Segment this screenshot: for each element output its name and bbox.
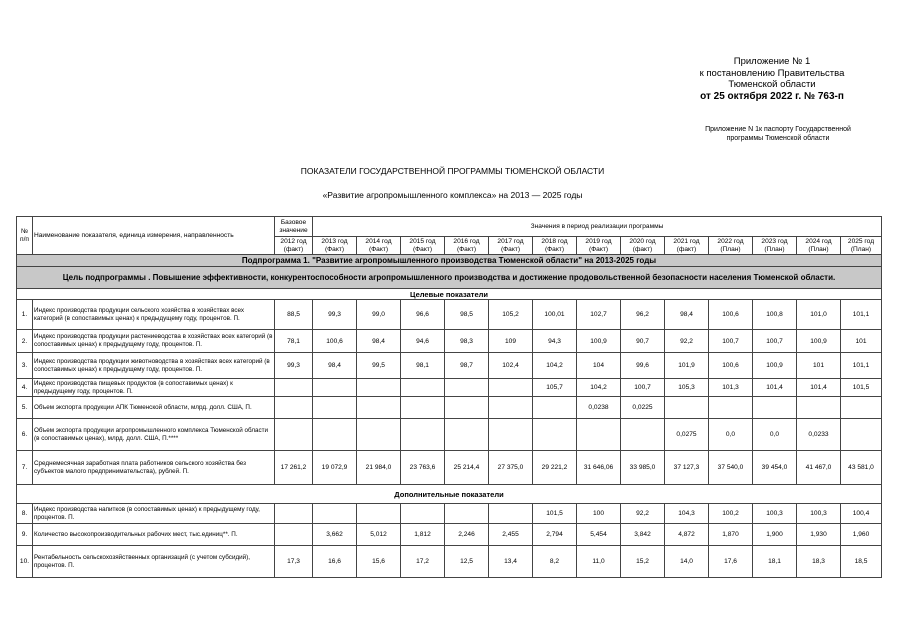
indicator-value: 43 581,0 — [841, 451, 882, 485]
indicator-value: 100 — [577, 504, 621, 524]
indicator-value: 39 454,0 — [753, 451, 797, 485]
indicator-value: 104,2 — [533, 353, 577, 379]
indicator-value: 105,3 — [665, 379, 709, 397]
indicator-value — [357, 379, 401, 397]
indicator-value: 1,870 — [709, 524, 753, 546]
indicator-value — [357, 504, 401, 524]
indicator-name: Объем экспорта продукции агропромышленного комплекса Тюменской области (в сопоставимых ценах), млрд. долл. США, П.**** — [33, 419, 275, 451]
header-year: 2020 год (факт) — [621, 237, 665, 255]
indicator-value: 94,3 — [533, 330, 577, 353]
indicator-value: 105,2 — [489, 300, 533, 330]
indicator-value: 23 763,6 — [401, 451, 445, 485]
header-year: 2017 год (Факт) — [489, 237, 533, 255]
indicator-value: 101 — [841, 330, 882, 353]
indicator-value: 104,2 — [577, 379, 621, 397]
indicator-value — [401, 419, 445, 451]
indicator-value — [753, 397, 797, 419]
section-target-row-text: Целевые показатели — [17, 289, 882, 300]
indicator-value: 27 375,0 — [489, 451, 533, 485]
row-number: 8. — [17, 504, 33, 524]
header-name: Наименование показателя, единица измерения, направленность — [33, 217, 275, 255]
indicator-value: 101,5 — [533, 504, 577, 524]
indicator-value: 2,794 — [533, 524, 577, 546]
indicator-value: 1,812 — [401, 524, 445, 546]
indicator-value: 0,0225 — [621, 397, 665, 419]
indicator-value: 104 — [577, 353, 621, 379]
indicator-value — [401, 397, 445, 419]
appendix-line-1: Приложение № 1 — [733, 56, 811, 67]
header-year: 2025 год (План) — [841, 237, 882, 255]
indicator-value: 41 467,0 — [797, 451, 841, 485]
subprogram-row-text: Подпрограмма 1. "Развитие агропромышленного производства Тюменской области" на 2013-2025 годы — [17, 255, 882, 267]
indicator-name: Рентабельность сельскохозяйственных организаций (с учетом субсидий), процентов. П. — [33, 546, 275, 578]
indicator-value: 99,0 — [357, 300, 401, 330]
table-row — [17, 546, 882, 578]
row-number: 5. — [17, 397, 33, 419]
indicator-value: 99,3 — [313, 300, 357, 330]
indicator-value: 99,5 — [357, 353, 401, 379]
indicator-value: 100,8 — [753, 300, 797, 330]
indicator-value: 29 221,2 — [533, 451, 577, 485]
indicator-value: 101,9 — [665, 353, 709, 379]
header-year: 2019 год (Факт) — [577, 237, 621, 255]
table-row — [17, 379, 882, 397]
indicator-value: 100,01 — [533, 300, 577, 330]
indicator-value: 15,2 — [621, 546, 665, 578]
indicator-value — [489, 419, 533, 451]
indicator-value: 98,4 — [665, 300, 709, 330]
indicator-value: 101,5 — [841, 379, 882, 397]
indicator-value: 100,6 — [313, 330, 357, 353]
indicator-value: 25 214,4 — [445, 451, 489, 485]
indicator-name: Индекс производства продукции сельского хозяйства в хозяйствах всех категорий (в сопоставимых ценах) к предыдущему году, процентов. П. — [33, 300, 275, 330]
indicator-value — [665, 397, 709, 419]
indicator-value: 101,1 — [841, 300, 882, 330]
row-number: 2. — [17, 330, 33, 353]
indicator-value: 3,662 — [313, 524, 357, 546]
indicator-value: 96,2 — [621, 300, 665, 330]
indicator-value: 3,842 — [621, 524, 665, 546]
subprogram-row — [17, 255, 882, 267]
goal-row — [17, 267, 882, 289]
row-number: 3. — [17, 353, 33, 379]
indicator-value — [533, 419, 577, 451]
table-row — [17, 419, 882, 451]
row-number: 10. — [17, 546, 33, 578]
indicator-name: Индекс производства напитков (в сопоставимых ценах) к предыдущему году, процентов. П. — [33, 504, 275, 524]
indicator-value: 0,0238 — [577, 397, 621, 419]
indicator-value: 100,7 — [621, 379, 665, 397]
goal-row-text: Цель подпрограммы . Повышение эффективности, конкурентоспособности агропромышленного производства и достижение продовольственной безопасности населения Тюменской области. — [17, 267, 882, 289]
indicator-value: 100,9 — [797, 330, 841, 353]
indicator-value: 100,7 — [753, 330, 797, 353]
indicator-value: 14,0 — [665, 546, 709, 578]
indicator-value: 33 985,0 — [621, 451, 665, 485]
indicator-value — [313, 419, 357, 451]
header-year: 2024 год (План) — [797, 237, 841, 255]
indicator-value — [533, 397, 577, 419]
indicator-value — [275, 419, 313, 451]
indicator-value: 1,960 — [841, 524, 882, 546]
indicator-value: 0,0 — [709, 419, 753, 451]
indicator-value: 18,3 — [797, 546, 841, 578]
indicator-name: Среднемесячная заработная плата работников сельского хозяйства без субъектов малого предпринимательства), рублей. П. — [33, 451, 275, 485]
indicator-value: 100,6 — [709, 353, 753, 379]
header-year: 2012 год (факт) — [275, 237, 313, 255]
indicator-value: 18,1 — [753, 546, 797, 578]
indicator-value: 0,0275 — [665, 419, 709, 451]
indicator-value: 94,6 — [401, 330, 445, 353]
indicator-value: 21 984,0 — [357, 451, 401, 485]
header-base: Базовое значение — [275, 217, 313, 237]
indicator-value: 99,3 — [275, 353, 313, 379]
section-additional-row — [17, 485, 882, 504]
appendix-passport-line-1: Приложение N 1к паспорту Государственной — [705, 126, 851, 133]
indicator-value: 101,0 — [797, 300, 841, 330]
indicator-value — [621, 419, 665, 451]
header-year: 2016 год (Факт) — [445, 237, 489, 255]
header-year: 2015 год (Факт) — [401, 237, 445, 255]
header-no: № п/п — [17, 217, 33, 255]
header-year: 2013 год (Факт) — [313, 237, 357, 255]
row-number: 6. — [17, 419, 33, 451]
indicator-value: 98,5 — [445, 300, 489, 330]
section-target-row — [17, 289, 882, 300]
indicator-value — [401, 504, 445, 524]
indicator-value: 100,6 — [709, 300, 753, 330]
indicator-value: 18,5 — [841, 546, 882, 578]
indicator-value: 17 261,2 — [275, 451, 313, 485]
indicator-value: 102,7 — [577, 300, 621, 330]
indicator-value: 0,0 — [753, 419, 797, 451]
indicator-value — [445, 419, 489, 451]
indicator-value — [313, 397, 357, 419]
indicator-value: 17,6 — [709, 546, 753, 578]
row-number: 4. — [17, 379, 33, 397]
indicator-value: 2,246 — [445, 524, 489, 546]
indicator-value: 100,9 — [577, 330, 621, 353]
indicator-value: 17,3 — [275, 546, 313, 578]
indicator-value: 100,3 — [797, 504, 841, 524]
indicator-name: Индекс производства пищевых продуктов (в сопоставимых ценах) к предыдущему году, процентов. П. — [33, 379, 275, 397]
indicator-value — [577, 419, 621, 451]
indicator-value — [275, 524, 313, 546]
appendix-block — [672, 56, 872, 102]
table-row — [17, 451, 882, 485]
indicator-value — [275, 379, 313, 397]
row-number: 7. — [17, 451, 33, 485]
indicator-value: 101 — [797, 353, 841, 379]
indicator-name: Количество высокопроизводительных рабочих мест, тыс.единиц**. П. — [33, 524, 275, 546]
indicator-value: 109 — [489, 330, 533, 353]
indicator-value: 12,5 — [445, 546, 489, 578]
indicator-value: 31 646,06 — [577, 451, 621, 485]
indicator-value: 98,7 — [445, 353, 489, 379]
indicator-value: 102,4 — [489, 353, 533, 379]
indicator-value — [401, 379, 445, 397]
indicator-value: 99,6 — [621, 353, 665, 379]
indicator-value — [357, 397, 401, 419]
indicator-value: 100,4 — [841, 504, 882, 524]
indicator-value: 104,3 — [665, 504, 709, 524]
row-number: 1. — [17, 300, 33, 330]
indicator-value: 11,0 — [577, 546, 621, 578]
indicator-value: 5,454 — [577, 524, 621, 546]
indicator-value: 92,2 — [665, 330, 709, 353]
header-year: 2018 год (Факт) — [533, 237, 577, 255]
indicator-value: 92,2 — [621, 504, 665, 524]
indicator-value: 100,2 — [709, 504, 753, 524]
indicator-value — [313, 379, 357, 397]
appendix-line-2: к постановлению Правительства — [699, 67, 845, 79]
indicator-value — [797, 397, 841, 419]
indicator-value — [275, 504, 313, 524]
appendix-passport-line-2: программы Тюменской области — [726, 135, 830, 142]
indicator-value: 37 127,3 — [665, 451, 709, 485]
table-row — [17, 397, 882, 419]
row-number: 9. — [17, 524, 33, 546]
table-row — [17, 330, 882, 353]
indicator-value: 78,1 — [275, 330, 313, 353]
indicator-value: 88,5 — [275, 300, 313, 330]
indicator-value: 5,012 — [357, 524, 401, 546]
indicator-value — [445, 379, 489, 397]
indicator-value: 98,3 — [445, 330, 489, 353]
indicator-value: 8,2 — [533, 546, 577, 578]
table-row — [17, 504, 882, 524]
indicator-value: 16,6 — [313, 546, 357, 578]
appendix-line-3: Тюменской области — [728, 79, 816, 90]
indicator-value: 98,1 — [401, 353, 445, 379]
header-year: 2014 год (Факт) — [357, 237, 401, 255]
indicator-value — [445, 504, 489, 524]
document-subtitle: «Развитие агропромышленного комплекса» на 2013 — 2025 годы — [322, 190, 583, 200]
indicator-value — [313, 504, 357, 524]
indicator-value — [709, 397, 753, 419]
indicator-value — [489, 397, 533, 419]
indicator-value: 15,6 — [357, 546, 401, 578]
indicator-value: 98,4 — [357, 330, 401, 353]
indicator-value: 101,4 — [753, 379, 797, 397]
indicator-value: 98,4 — [313, 353, 357, 379]
indicator-value — [275, 397, 313, 419]
indicator-name: Индекс производства продукции животноводства в хозяйствах всех категорий (в сопоставимых ценах) к предыдущему году, процентов. П. — [33, 353, 275, 379]
indicator-value: 101,4 — [797, 379, 841, 397]
indicator-value: 100,9 — [753, 353, 797, 379]
section-additional-row-text: Дополнительные показатели — [17, 485, 882, 504]
table-row — [17, 524, 882, 546]
indicator-value — [841, 419, 882, 451]
appendix-resolution: от 25 октября 2022 г. № 763-п — [700, 90, 844, 102]
indicator-value: 1,930 — [797, 524, 841, 546]
indicator-name: Индекс производства продукции растениеводства в хозяйствах всех категорий (в сопоставимых ценах) к предыдущему году, процентов. П. — [33, 330, 275, 353]
indicator-value — [841, 397, 882, 419]
indicator-value — [489, 379, 533, 397]
indicator-value: 0,0233 — [797, 419, 841, 451]
indicator-value: 1,900 — [753, 524, 797, 546]
table-row — [17, 353, 882, 379]
indicator-value — [445, 397, 489, 419]
indicator-value: 96,6 — [401, 300, 445, 330]
indicator-name: Объем экспорта продукции АПК Тюменской области, млрд. долл. США, П. — [33, 397, 275, 419]
table-row — [17, 300, 882, 330]
indicator-value: 90,7 — [621, 330, 665, 353]
indicator-value: 37 540,0 — [709, 451, 753, 485]
indicator-value: 19 072,9 — [313, 451, 357, 485]
indicator-value: 13,4 — [489, 546, 533, 578]
header-year: 2023 год (План) — [753, 237, 797, 255]
indicator-value: 101,3 — [709, 379, 753, 397]
appendix-passport-block — [678, 125, 878, 143]
indicator-value: 17,2 — [401, 546, 445, 578]
header-period: Значения в период реализации программы — [313, 217, 882, 237]
indicator-value — [357, 419, 401, 451]
indicator-value: 100,7 — [709, 330, 753, 353]
document-title: ПОКАЗАТЕЛИ ГОСУДАРСТВЕННОЙ ПРОГРАММЫ ТЮМЕНСКОЙ ОБЛАСТИ — [300, 166, 605, 176]
indicator-value: 4,872 — [665, 524, 709, 546]
header-year: 2022 год (План) — [709, 237, 753, 255]
indicator-value: 101,1 — [841, 353, 882, 379]
indicators-table — [16, 216, 882, 578]
indicator-value — [489, 504, 533, 524]
indicator-value: 100,3 — [753, 504, 797, 524]
indicator-value: 2,455 — [489, 524, 533, 546]
indicator-value: 105,7 — [533, 379, 577, 397]
header-year: 2021 год (факт) — [665, 237, 709, 255]
